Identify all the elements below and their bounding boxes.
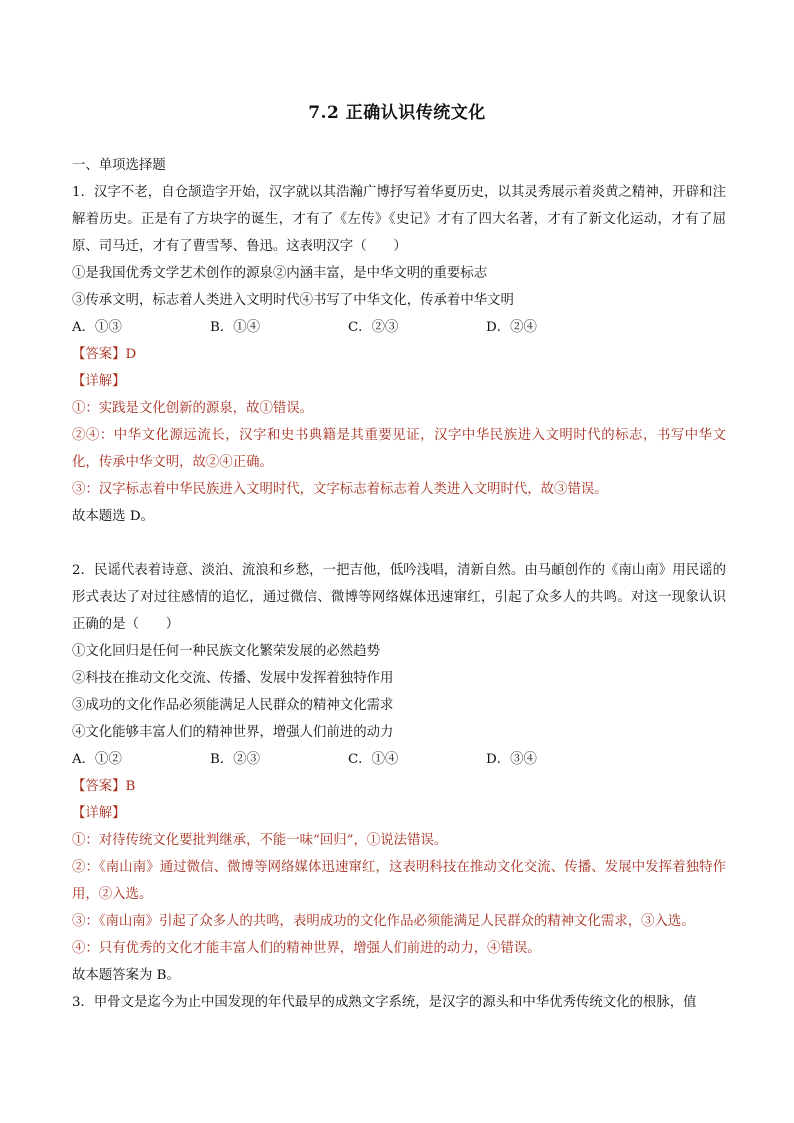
option-b: B．②③ [210,752,261,767]
question-2 [72,557,726,989]
statement: ④文化能够丰富人们的精神世界，增强人们前进的动力 [72,725,394,740]
analysis-line: ①：对待传统文化要批判继承，不能一味“回归”，①说法错误。 [72,833,448,848]
option-a: A．①③ [72,320,122,335]
answer-label: 【答案】D [72,347,137,362]
question-3 [72,989,726,1016]
conclusion: 故本题选 D。 [72,509,154,524]
question-1 [72,179,726,530]
option-d: D．②④ [486,320,537,335]
analysis-line: ②④：中华文化源远流长，汉字和史书典籍是其重要见证，汉字中华民族进入文明时代的标志，书写中华文化，传承中华文明，故②④正确。 [72,428,726,470]
option-c: C．①④ [348,752,399,767]
conclusion: 故本题答案为 B。 [72,968,180,983]
statement: ③传承文明，标志着人类进入文明时代④书写了中华文化，传承着中华文明 [72,293,514,308]
detail-label: 【详解】 [72,374,126,389]
answer-label: 【答案】B [72,779,136,794]
analysis-line: ①：实践是文化创新的源泉，故①错误。 [72,401,314,416]
option-d: D．③④ [486,752,537,767]
document-body [72,152,726,1016]
option-a: A．①② [72,752,122,767]
analysis-line: ③：汉字标志着中华民族进入文明时代，文字标志着标志着人类进入文明时代，故③错误。 [72,482,608,497]
question-stem: 3．甲骨文是迄今为止中国发现的年代最早的成熟文字系统，是汉字的源头和中华优秀传统文化的根脉，值 [72,995,697,1010]
detail-label: 【详解】 [72,806,126,821]
section-heading: 一、单项选择题 [72,158,166,173]
statement: ①是我国优秀文学艺术创作的源泉②内涵丰富，是中华文明的重要标志 [72,266,488,281]
question-stem: 1．汉字不老，自仓颉造字开始，汉字就以其浩瀚广博抒写着华夏历史，以其灵秀展示着炎黄之精神，开辟和注解着历史。正是有了方块字的诞生，才有了《左传》《史记》才有了四大名著，才有了新文化运动，才有了屈原、司马迁，才有了曹雪琴、鲁迅。这表明汉字（ ） [72,185,726,254]
option-c: C．②③ [348,320,399,335]
analysis-line: ③：《南山南》引起了众多人的共鸣，表明成功的文化作品必须能满足人民群众的精神文化需求，③入选。 [72,914,695,929]
answer-options [72,746,726,773]
option-b: B．①④ [210,320,261,335]
analysis-line: ④：只有优秀的文化才能丰富人们的精神世界，增强人们前进的动力，④错误。 [72,941,541,956]
statement: ①文化回归是任何一种民族文化繁荣发展的必然趋势 [72,644,380,659]
question-stem: 2．民谣代表着诗意、淡泊、流浪和乡愁，一把吉他，低吟浅唱，清新自然。由马頔创作的《南山南》用民谣的形式表达了对过往感情的追忆，通过微信、微博等网络媒体迅速窜红，引起了众多人的共鸣。对这一现象认识正确的是（ ） [72,563,726,632]
statement: ②科技在推动文化交流、传播、发展中发挥着独特作用 [72,671,394,686]
analysis-line: ②：《南山南》通过微信、微博等网络媒体迅速窜红，这表明科技在推动文化交流、传播、发展中发挥着独特作用，②入选。 [72,860,726,902]
page-title: 7.2 正确认识传统文化 [308,103,486,123]
answer-options [72,314,726,341]
statement: ③成功的文化作品必须能满足人民群众的精神文化需求 [72,698,394,713]
